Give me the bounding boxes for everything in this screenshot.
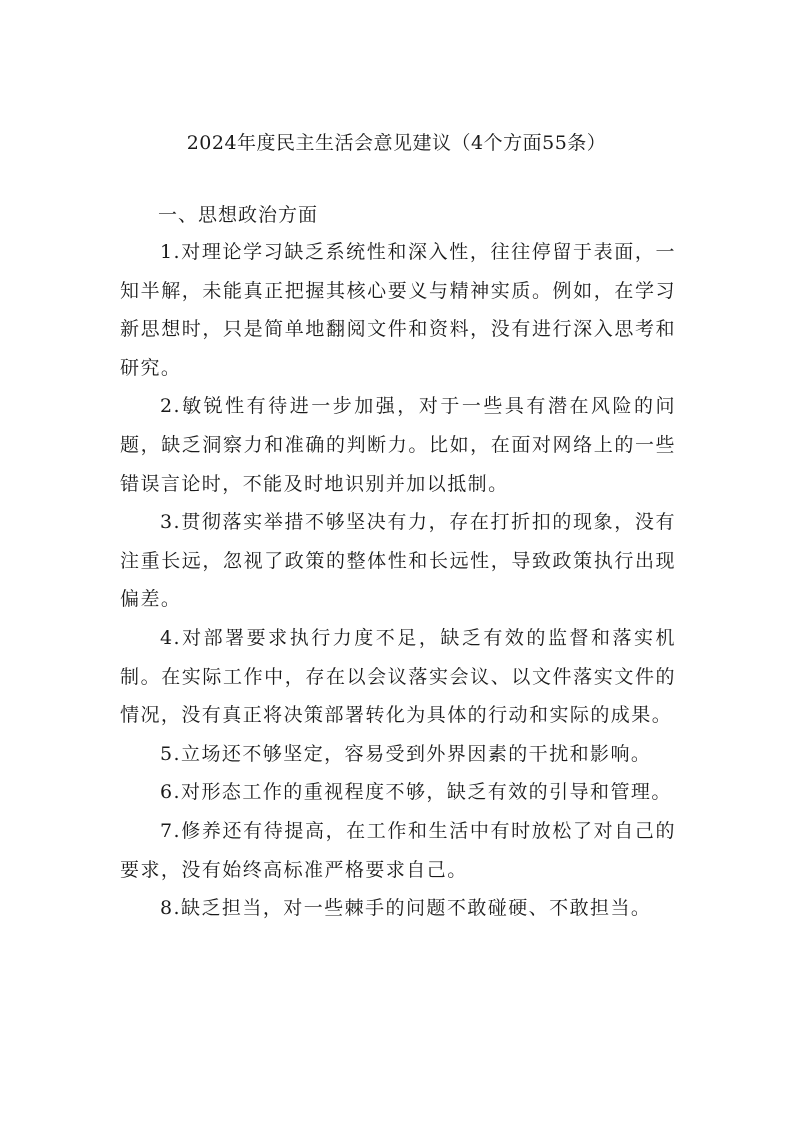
list-item: 4.对部署要求执行力度不足，缺乏有效的监督和落实机制。在实际工作中，存在以会议落实会议、以文件落实文件的情况，没有真正将决策部署转化为具体的行动和实际的成果。 [120,626,676,727]
list-item: 8.缺乏担当，对一些棘手的问题不敢碰硬、不敢担当。 [160,897,652,920]
list-item: 7.修养还有待提高，在工作和生活中有时放松了对自己的要求，没有始终高标准严格要求自己。 [120,819,676,881]
list-item: 3.贯彻落实举措不够坚决有力，存在打折扣的现象，没有注重长远，忽视了政策的整体性和长远性，导致政策执行出现偏差。 [120,511,676,611]
document-title: 2024年度民主生活会意见建议（4个方面55条） [186,132,607,154]
list-item: 5.立场还不够坚定，容易受到外界因素的干扰和影响。 [160,742,652,765]
list-item: 1.对理论学习缺乏系统性和深入性，往往停留于表面，一知半解，未能真正把握其核心要义与精神实质。例如，在学习新思想时，只是简单地翻阅文件和资料，没有进行深入思考和研究。 [120,241,676,379]
document-body [120,197,676,928]
list-item: 2.敏锐性有待进一步加强，对于一些具有潜在风险的问题，缺乏洞察力和准确的判断力。比如，在面对网络上的一些错误言论时，不能及时地识别并加以抵制。 [120,395,676,495]
section-heading: 一、思想政治方面 [158,204,319,226]
list-item: 6.对形态工作的重视程度不够，缺乏有效的引导和管理。 [160,781,672,804]
